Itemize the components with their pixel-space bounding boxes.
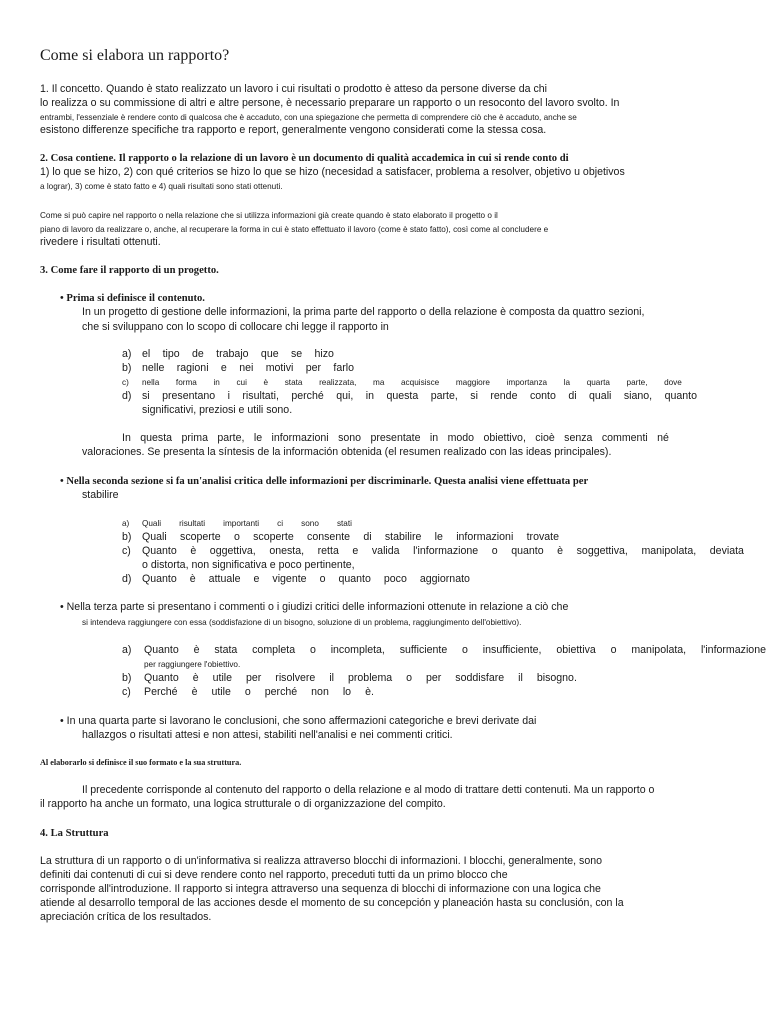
word: perché (264, 686, 298, 698)
word: sono (301, 519, 319, 528)
word: sono (338, 432, 362, 444)
list-marker: a) (122, 348, 132, 360)
word: Quanto (144, 672, 179, 684)
word: hizo (314, 348, 334, 360)
word: è (193, 644, 200, 656)
word: l'informazione (413, 545, 479, 557)
page-title: Come si elabora un rapporto? (40, 47, 230, 64)
word: in (429, 432, 439, 444)
word: forma (175, 378, 197, 387)
p3-line-3: rivedere i risultati ottenuti. (40, 236, 161, 248)
list-item-text (144, 686, 374, 699)
list-marker: d) (122, 390, 132, 402)
word: deviata (709, 545, 744, 557)
word: Quanto (144, 644, 179, 656)
word: obiettiva (556, 644, 596, 656)
word: o (610, 644, 617, 656)
word: né (657, 432, 669, 444)
word: rende (490, 390, 518, 402)
b3-heading: • Nella terza parte si presentano i commenti o i giudizi critici delle informazioni ottenute in relazione a ciò che (60, 601, 569, 613)
word: acquisisce (401, 378, 440, 387)
list-item-continuation: o distorta, non significativa e poco pertinente, (142, 559, 355, 571)
word: scoperte (253, 531, 294, 543)
b1-para-line-1 (122, 432, 669, 445)
word: consente (307, 531, 351, 543)
word: trovate (526, 531, 559, 543)
word: siano, (623, 390, 653, 402)
word: stabilire (384, 531, 422, 543)
word: soggettiva, (576, 545, 628, 557)
s4-line-5: apreciación crítica de los resultados. (40, 911, 212, 923)
word: Perché (144, 686, 178, 698)
word: informazioni (271, 432, 329, 444)
word: parte, (626, 378, 648, 387)
word: per (305, 362, 322, 374)
word: è (192, 672, 199, 684)
list-item-continuation: significativi, preziosi e utili sono. (142, 404, 293, 416)
list-item-text (144, 644, 766, 657)
word: qui, (336, 390, 354, 402)
word: è. (365, 686, 374, 698)
word: retta (317, 545, 339, 557)
format-para-line-2: il rapporto ha anche un formato, una logica strutturale o di organizzazione del compito. (40, 798, 446, 810)
word: è (557, 545, 564, 557)
word: que (260, 348, 279, 360)
word: è (190, 545, 197, 557)
s2-line-2: 1) lo que se hizo, 2) con qué criterios se hizo lo que se hizo (necesidad a satisfacer, problema a resolver, objetivo u objetivos (40, 166, 625, 178)
word: nelle (142, 362, 165, 374)
s2-line-3: a lograr), 3) come è stato fatto e 4) quali risultati sono stati ottenuti. (40, 182, 283, 191)
word: e (220, 362, 227, 374)
word: importanti (223, 519, 260, 528)
list-item-text (142, 545, 744, 558)
word: oggettiva, (209, 545, 256, 557)
s3-heading: 3. Come fare il rapporto di un progetto. (40, 265, 219, 276)
b2-continuation: stabilire (82, 489, 119, 501)
word: o (462, 644, 468, 656)
word: el (142, 348, 151, 360)
list-item-text (142, 376, 682, 389)
word: insufficiente, (482, 644, 542, 656)
word: o (244, 686, 251, 698)
word: lo (342, 686, 352, 698)
word: problema (348, 672, 393, 684)
word: manipolata, (641, 545, 697, 557)
list-item-text (142, 517, 352, 530)
list-marker: a) (122, 519, 130, 528)
word: risultati (179, 519, 206, 528)
p3-line-1: Come si può capire nel rapporto o nella relazione che si utilizza informazioni già create quando è stato elaborato il progetto o il (40, 211, 498, 220)
word: quarta (586, 378, 610, 387)
word: ci (277, 519, 284, 528)
word: i (227, 390, 230, 402)
list-marker: b) (122, 362, 132, 374)
word: la (563, 378, 571, 387)
list-item-continuation: per raggiungere l'obiettivo. (144, 660, 241, 669)
list-item-text (142, 573, 470, 586)
word: per (246, 672, 262, 684)
format-note: Al elaborarlo si definisce il suo formato e la sua struttura. (40, 758, 242, 767)
word: quanto (511, 545, 544, 557)
word: stata (284, 378, 303, 387)
word: informazioni (456, 531, 514, 543)
list-marker: c) (122, 686, 131, 698)
word: Quali (142, 531, 167, 543)
list-item-text (142, 362, 354, 375)
word: Quali (142, 519, 162, 528)
s4-line-2: definiti dai contenuti di cui si deve rendere conto nel rapporto, preceduti tutti da un primo blocco che (40, 869, 508, 881)
b3-continuation: si intendeva raggiungere con essa (soddisfazione di un bisogno, soluzione di un problema, raggiungimento dell'obiettivo). (82, 618, 522, 627)
word: risultati, (242, 390, 279, 402)
word: e (352, 545, 359, 557)
word: quali (589, 390, 612, 402)
s4-line-4: atiende al desarrollo temporal de las acciones desde el momento de su concepción y planeación hasta su conclusión, con la (40, 897, 624, 909)
s1-line-4: esistono differenze specifiche tra rapporto e report, generalmente vengono considerati come la stessa cosa. (40, 124, 547, 136)
word: attuale (208, 573, 241, 585)
word: motivi (265, 362, 294, 374)
word: il (329, 672, 335, 684)
word: nella (142, 378, 160, 387)
s4-line-3: corrisponde all'introduzione. Il rapporto si integra attraverso una sequenza di blocchi di informazione con una logica che (40, 883, 601, 895)
word: conto (529, 390, 556, 402)
word: sufficiente (399, 644, 448, 656)
word: utile (211, 686, 231, 698)
format-para-line-1: Il precedente corrisponde al contenuto del rapporto o della relazione e al modo di trattare detti contenuti. Ma un rapporto o (82, 784, 655, 796)
list-item-text (142, 390, 697, 403)
word: quanto (664, 390, 697, 402)
word: realizzata, (319, 378, 357, 387)
word: manipolata, (631, 644, 687, 656)
word: scoperte (180, 531, 221, 543)
word: In (122, 432, 131, 444)
word: le (434, 531, 443, 543)
word: utile (212, 672, 233, 684)
word: vigente (272, 573, 307, 585)
b1-line-2: che si sviluppano con lo scopo di collocare chi legge il rapporto in (82, 321, 389, 333)
s1-line-1: 1. Il concetto. Quando è stato realizzato un lavoro i cui risultati o prodotto è atteso da persone diverse da chi (40, 83, 548, 95)
b1-para-line-2: valoraciones. Se presenta la síntesis de la información obtenida (el resumen realizado con las ideas principales). (82, 446, 612, 458)
word: farlo (333, 362, 354, 374)
word: l'informazione (700, 644, 766, 656)
word: o (309, 644, 316, 656)
word: soddisfare (455, 672, 505, 684)
word: per (426, 672, 442, 684)
p3-line-2: piano di lavoro da realizzare o, anche, al recuperare la forma in cui è stato effettuato il lavoro (come è stato fatto), così come al concludere e (40, 225, 549, 234)
word: valida (371, 545, 400, 557)
word: o (319, 573, 326, 585)
s1-line-3: entrambi, l'essenziale è rendere conto di qualcosa che è accaduto, con una spiegazione che permetta di comprendere ciò che è accaduto, anche se (40, 113, 577, 122)
word: in (365, 390, 374, 402)
word: parte, (217, 432, 245, 444)
word: commenti (601, 432, 648, 444)
word: o (406, 672, 413, 684)
word: è (189, 573, 196, 585)
word: aggiornato (419, 573, 470, 585)
word: tipo (162, 348, 180, 360)
b1-line-1: In un progetto di gestione delle informazioni, la prima parte del rapporto o della relazione è composta da quattro sezioni, (82, 306, 645, 318)
s1-line-2: lo realizza o su commissione di altri e altre persone, è necessario preparare un rapporto o un resoconto del lavoro svolto. In (40, 97, 620, 109)
b4-continuation: hallazgos o risultati attesi e non attesi, stabiliti nell'analisi e nei commenti critici. (82, 729, 453, 741)
word: prima (181, 432, 208, 444)
word: trabajo (216, 348, 249, 360)
word: Quanto (142, 545, 177, 557)
b4-heading: • In una quarta parte si lavorano le conclusioni, che sono affermazioni categoriche e brevi derivate dai (60, 715, 537, 727)
list-marker: a) (122, 644, 132, 656)
word: presentano (162, 390, 216, 402)
word: non (311, 686, 329, 698)
word: presentate (370, 432, 421, 444)
list-marker: c) (122, 545, 131, 557)
word: cui (236, 378, 247, 387)
word: o (491, 545, 498, 557)
word: parte, (430, 390, 458, 402)
word: stati (336, 519, 352, 528)
word: stata (214, 644, 238, 656)
list-item-text (142, 348, 334, 361)
word: ragioni (176, 362, 209, 374)
word: il (518, 672, 523, 684)
word: questa (386, 390, 419, 402)
b1-heading: • Prima si definisce il contenuto. (60, 293, 205, 304)
word: si (470, 390, 478, 402)
word: è (263, 378, 269, 387)
word: risolvere (275, 672, 316, 684)
word: obiettivo, (483, 432, 526, 444)
word: in (213, 378, 220, 387)
word: modo (447, 432, 475, 444)
word: importanza (506, 378, 548, 387)
word: perché (291, 390, 324, 402)
list-item-text (142, 531, 559, 544)
word: de (192, 348, 204, 360)
word: nei (239, 362, 254, 374)
word: onesta, (269, 545, 305, 557)
list-item-text (144, 672, 577, 685)
word: e (253, 573, 260, 585)
word: di (363, 531, 372, 543)
word: completa (252, 644, 296, 656)
word: maggiore (455, 378, 490, 387)
word: di (568, 390, 577, 402)
list-marker: b) (122, 672, 132, 684)
list-marker: c) (122, 378, 129, 387)
s4-line-1: La struttura di un rapporto o di un'informativa si realizza attraverso blocchi di informazioni. I blocchi, generalmente, sono (40, 855, 603, 867)
word: senza (564, 432, 593, 444)
word: dove (664, 378, 682, 387)
list-marker: d) (122, 573, 132, 585)
word: le (253, 432, 263, 444)
b2-heading: • Nella seconda sezione si fa un'analisi critica delle informazioni per discriminarle. Questa analisi viene effettuata per (60, 476, 589, 487)
word: incompleta, (330, 644, 385, 656)
word: Quanto (142, 573, 177, 585)
word: si (142, 390, 150, 402)
s4-heading: 4. La Struttura (40, 828, 109, 839)
word: ma (373, 378, 385, 387)
word: cioè (535, 432, 555, 444)
word: bisogno. (536, 672, 577, 684)
s2-heading: 2. Cosa contiene. Il rapporto o la relazione di un lavoro è un documento di qualità accademica in cui si rende conto di (40, 153, 569, 164)
word: se (290, 348, 303, 360)
word: quanto (338, 573, 371, 585)
word: poco (383, 573, 407, 585)
word: o (233, 531, 240, 543)
word: questa (140, 432, 173, 444)
word: è (191, 686, 198, 698)
list-marker: b) (122, 531, 132, 543)
